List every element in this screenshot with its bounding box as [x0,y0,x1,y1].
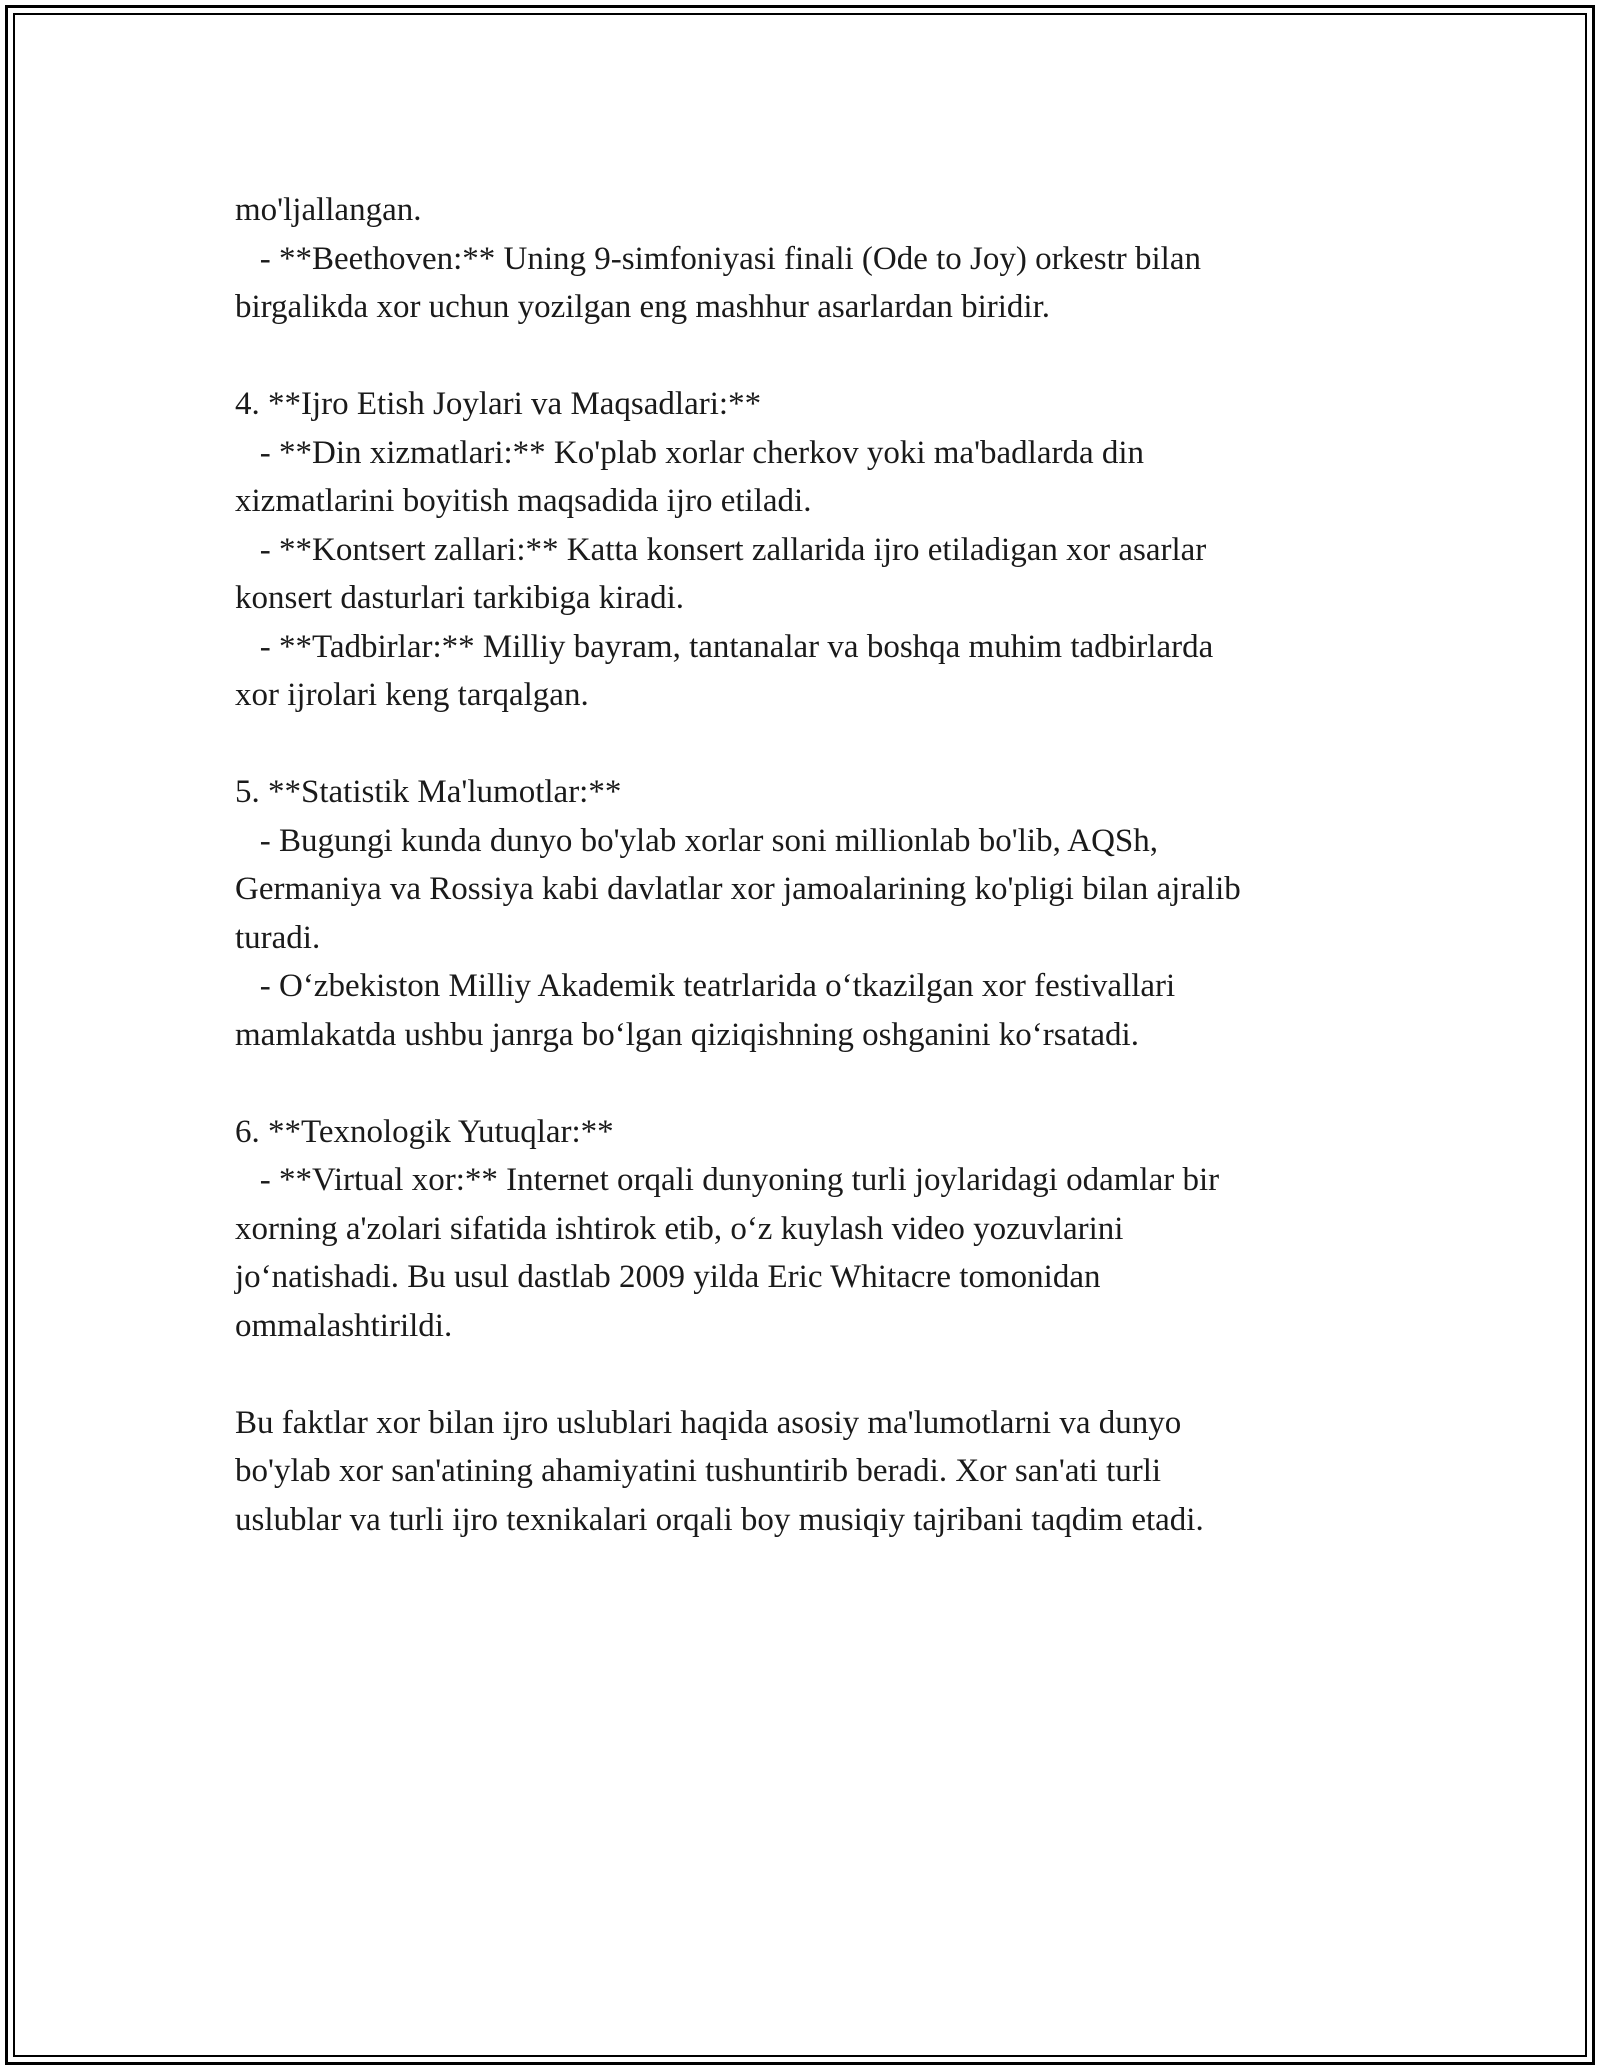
text-line: xizmatlarini boyitish maqsadida ijro etiladi. [235,483,812,519]
text-line: konsert dasturlari tarkibiga kiradi. [235,580,685,616]
text-line: - **Din xizmatlari:** Ko'plab xorlar cherkov yoki ma'badlarda din [235,434,1145,471]
text-line: - **Beethoven:** Uning 9-simfoniyasi finali (Ode to Joy) orkestr bilan [235,240,1201,277]
text-line: xor ijrolari keng tarqalgan. [235,677,589,713]
text-line: - O‘zbekiston Milliy Akademik teatrlarida o‘tkazilgan xor festivallari [235,968,1176,1004]
document-body [235,186,1385,1544]
text-line: mamlakatda ushbu janrga bo‘lgan qiziqishning oshganini ko‘rsatadi. [235,1016,1139,1053]
text-line: - **Kontsert zallari:** Katta konsert zallarida ijro etiladigan xor asarlar [235,531,1207,568]
text-line: ommalashtirildi. [235,1307,453,1344]
text-line: - Bugungi kunda dunyo bo'ylab xorlar soni millionlab bo'lib, AQSh, [235,822,1159,859]
text-line: uslublar va turli ijro texnikalari orqali boy musiqiy tajribani taqdim etadi. [235,1501,1204,1538]
text-line: - **Tadbirlar:** Milliy bayram, tantanalar va boshqa muhim tadbirlarda [235,628,1214,665]
text-line: turadi. [235,919,321,956]
section-heading: 4. **Ijro Etish Joylari va Maqsadlari:** [235,386,762,422]
text-line: mo'ljallangan. [235,192,422,228]
text-line: Bu faktlar xor bilan ijro uslublari haqida asosiy ma'lumotlarni va dunyo [235,1404,1182,1441]
text-line: birgalikda xor uchun yozilgan eng mashhur asarlardan biridir. [235,289,1050,325]
blank-line [235,1059,1385,1108]
section-heading: 5. **Statistik Ma'lumotlar:** [235,774,622,810]
text-line: xorning a'zolari sifatida ishtirok etib, o‘z kuylash video yozuvlarini [235,1210,1124,1247]
blank-line [235,332,1385,381]
section-heading: 6. **Texnologik Yutuqlar:** [235,1113,614,1150]
text-line: - **Virtual xor:** Internet orqali dunyoning turli joylaridagi odamlar bir [235,1162,1220,1198]
text-line: bo'ylab xor san'atining ahamiyatini tushuntirib beradi. Xor san'ati turli [235,1453,1162,1489]
text-line: Germaniya va Rossiya kabi davlatlar xor jamoalarining ko'pligi bilan ajralib [235,871,1241,907]
blank-line [235,1350,1385,1399]
text-line: jo‘natishadi. Bu usul dastlab 2009 yilda Eric Whitacre tomonidan [235,1259,1101,1295]
blank-line [235,720,1385,769]
